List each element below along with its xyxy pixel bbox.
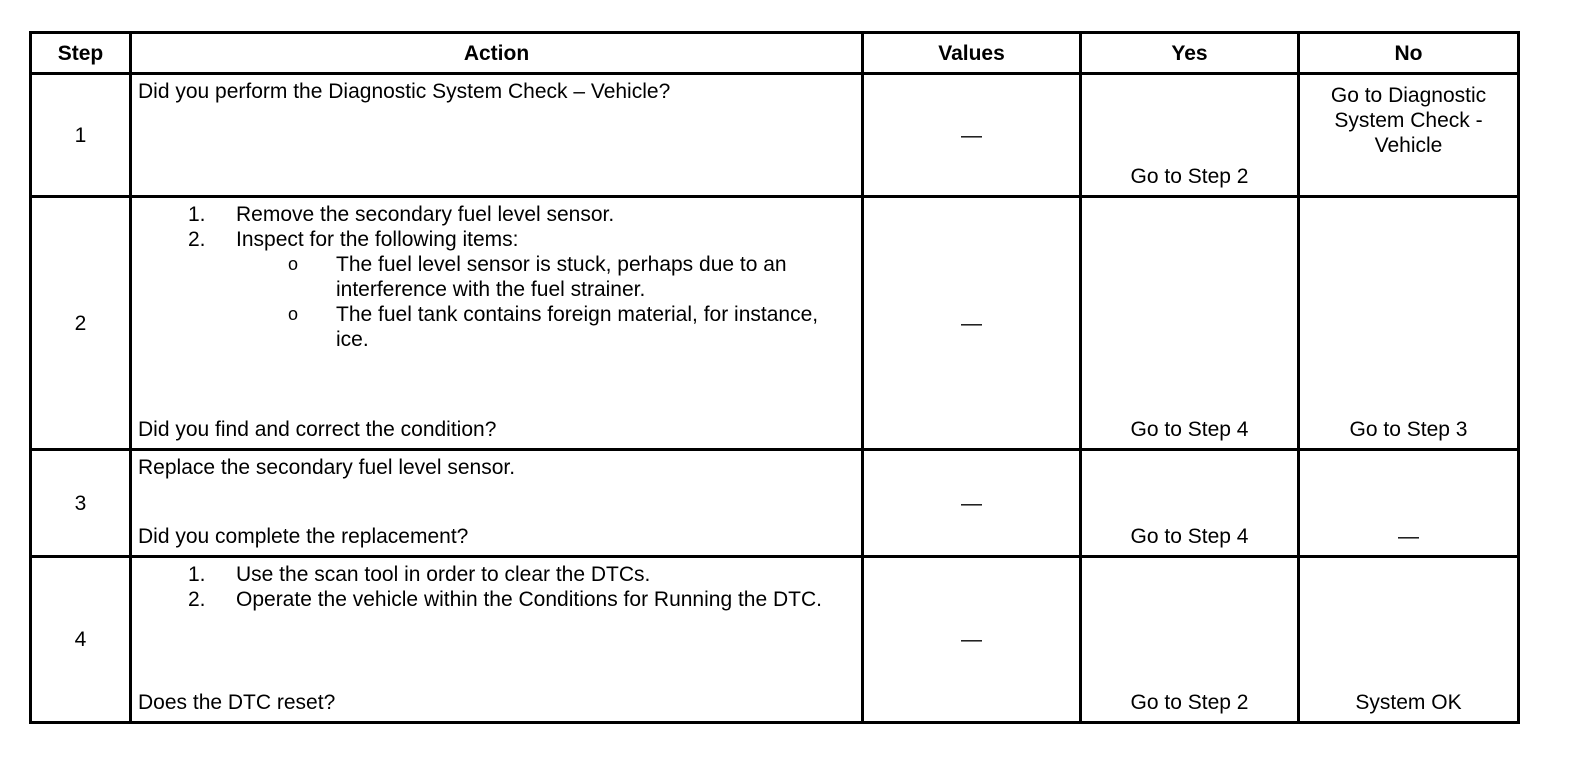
no-cell xyxy=(1299,197,1519,450)
table-row xyxy=(31,74,1519,197)
step-number: 4 xyxy=(31,557,131,723)
yes-text: Go to Step 4 xyxy=(1130,525,1249,548)
action-text: Did you perform the Diagnostic System Check – Vehicle? xyxy=(138,80,671,103)
values-cell: — xyxy=(863,197,1081,450)
list-item: o The fuel level sensor is stuck, perhaps due to an interference with the fuel strainer. xyxy=(288,253,787,301)
list-item: o The fuel tank contains foreign material, for instance, ice. xyxy=(288,303,819,351)
yes-cell xyxy=(1081,450,1299,557)
action-cell xyxy=(131,74,863,197)
yes-cell xyxy=(1081,74,1299,197)
no-cell xyxy=(1299,557,1519,723)
action-cell xyxy=(131,450,863,557)
header-row xyxy=(31,33,1519,74)
header-action: Action xyxy=(131,33,863,74)
no-text: Go to Diagnostic System Check - Vehicle xyxy=(1330,84,1487,157)
table-row xyxy=(31,450,1519,557)
action-text: Replace the secondary fuel level sensor. xyxy=(138,456,516,479)
action-cell xyxy=(131,197,863,450)
yes-text: Go to Step 2 xyxy=(1130,165,1249,188)
action-cell xyxy=(131,557,863,723)
list-item: 2. Operate the vehicle within the Conditions for Running the DTC. xyxy=(188,588,822,611)
list-item: 2. Inspect for the following items: xyxy=(188,228,519,251)
action-question: Does the DTC reset? xyxy=(138,691,336,714)
diagnostic-table xyxy=(29,31,1520,724)
step-number: 1 xyxy=(31,74,131,197)
header-yes: Yes xyxy=(1081,33,1299,74)
step-number: 2 xyxy=(31,197,131,450)
header-values: Values xyxy=(863,33,1081,74)
yes-cell xyxy=(1081,557,1299,723)
values-cell: — xyxy=(863,450,1081,557)
no-text: — xyxy=(1398,525,1419,548)
yes-cell xyxy=(1081,197,1299,450)
header-no: No xyxy=(1299,33,1519,74)
action-steps xyxy=(138,202,855,252)
list-item: 1. Remove the secondary fuel level sensor. xyxy=(188,203,615,226)
no-cell xyxy=(1299,74,1519,197)
step-number: 3 xyxy=(31,450,131,557)
table-row xyxy=(31,197,1519,450)
values-cell: — xyxy=(863,557,1081,723)
yes-text: Go to Step 4 xyxy=(1130,418,1249,441)
action-subitems xyxy=(138,252,855,352)
action-question: Did you complete the replacement? xyxy=(138,525,469,548)
list-item: 1. Use the scan tool in order to clear the DTCs. xyxy=(188,563,651,586)
table-row xyxy=(31,557,1519,723)
no-cell xyxy=(1299,450,1519,557)
no-text: Go to Step 3 xyxy=(1349,418,1468,441)
header-step: Step xyxy=(31,33,131,74)
action-question: Did you find and correct the condition? xyxy=(138,418,497,441)
values-cell: — xyxy=(863,74,1081,197)
yes-text: Go to Step 2 xyxy=(1130,691,1249,714)
no-text: System OK xyxy=(1355,691,1462,714)
action-steps xyxy=(138,562,855,612)
